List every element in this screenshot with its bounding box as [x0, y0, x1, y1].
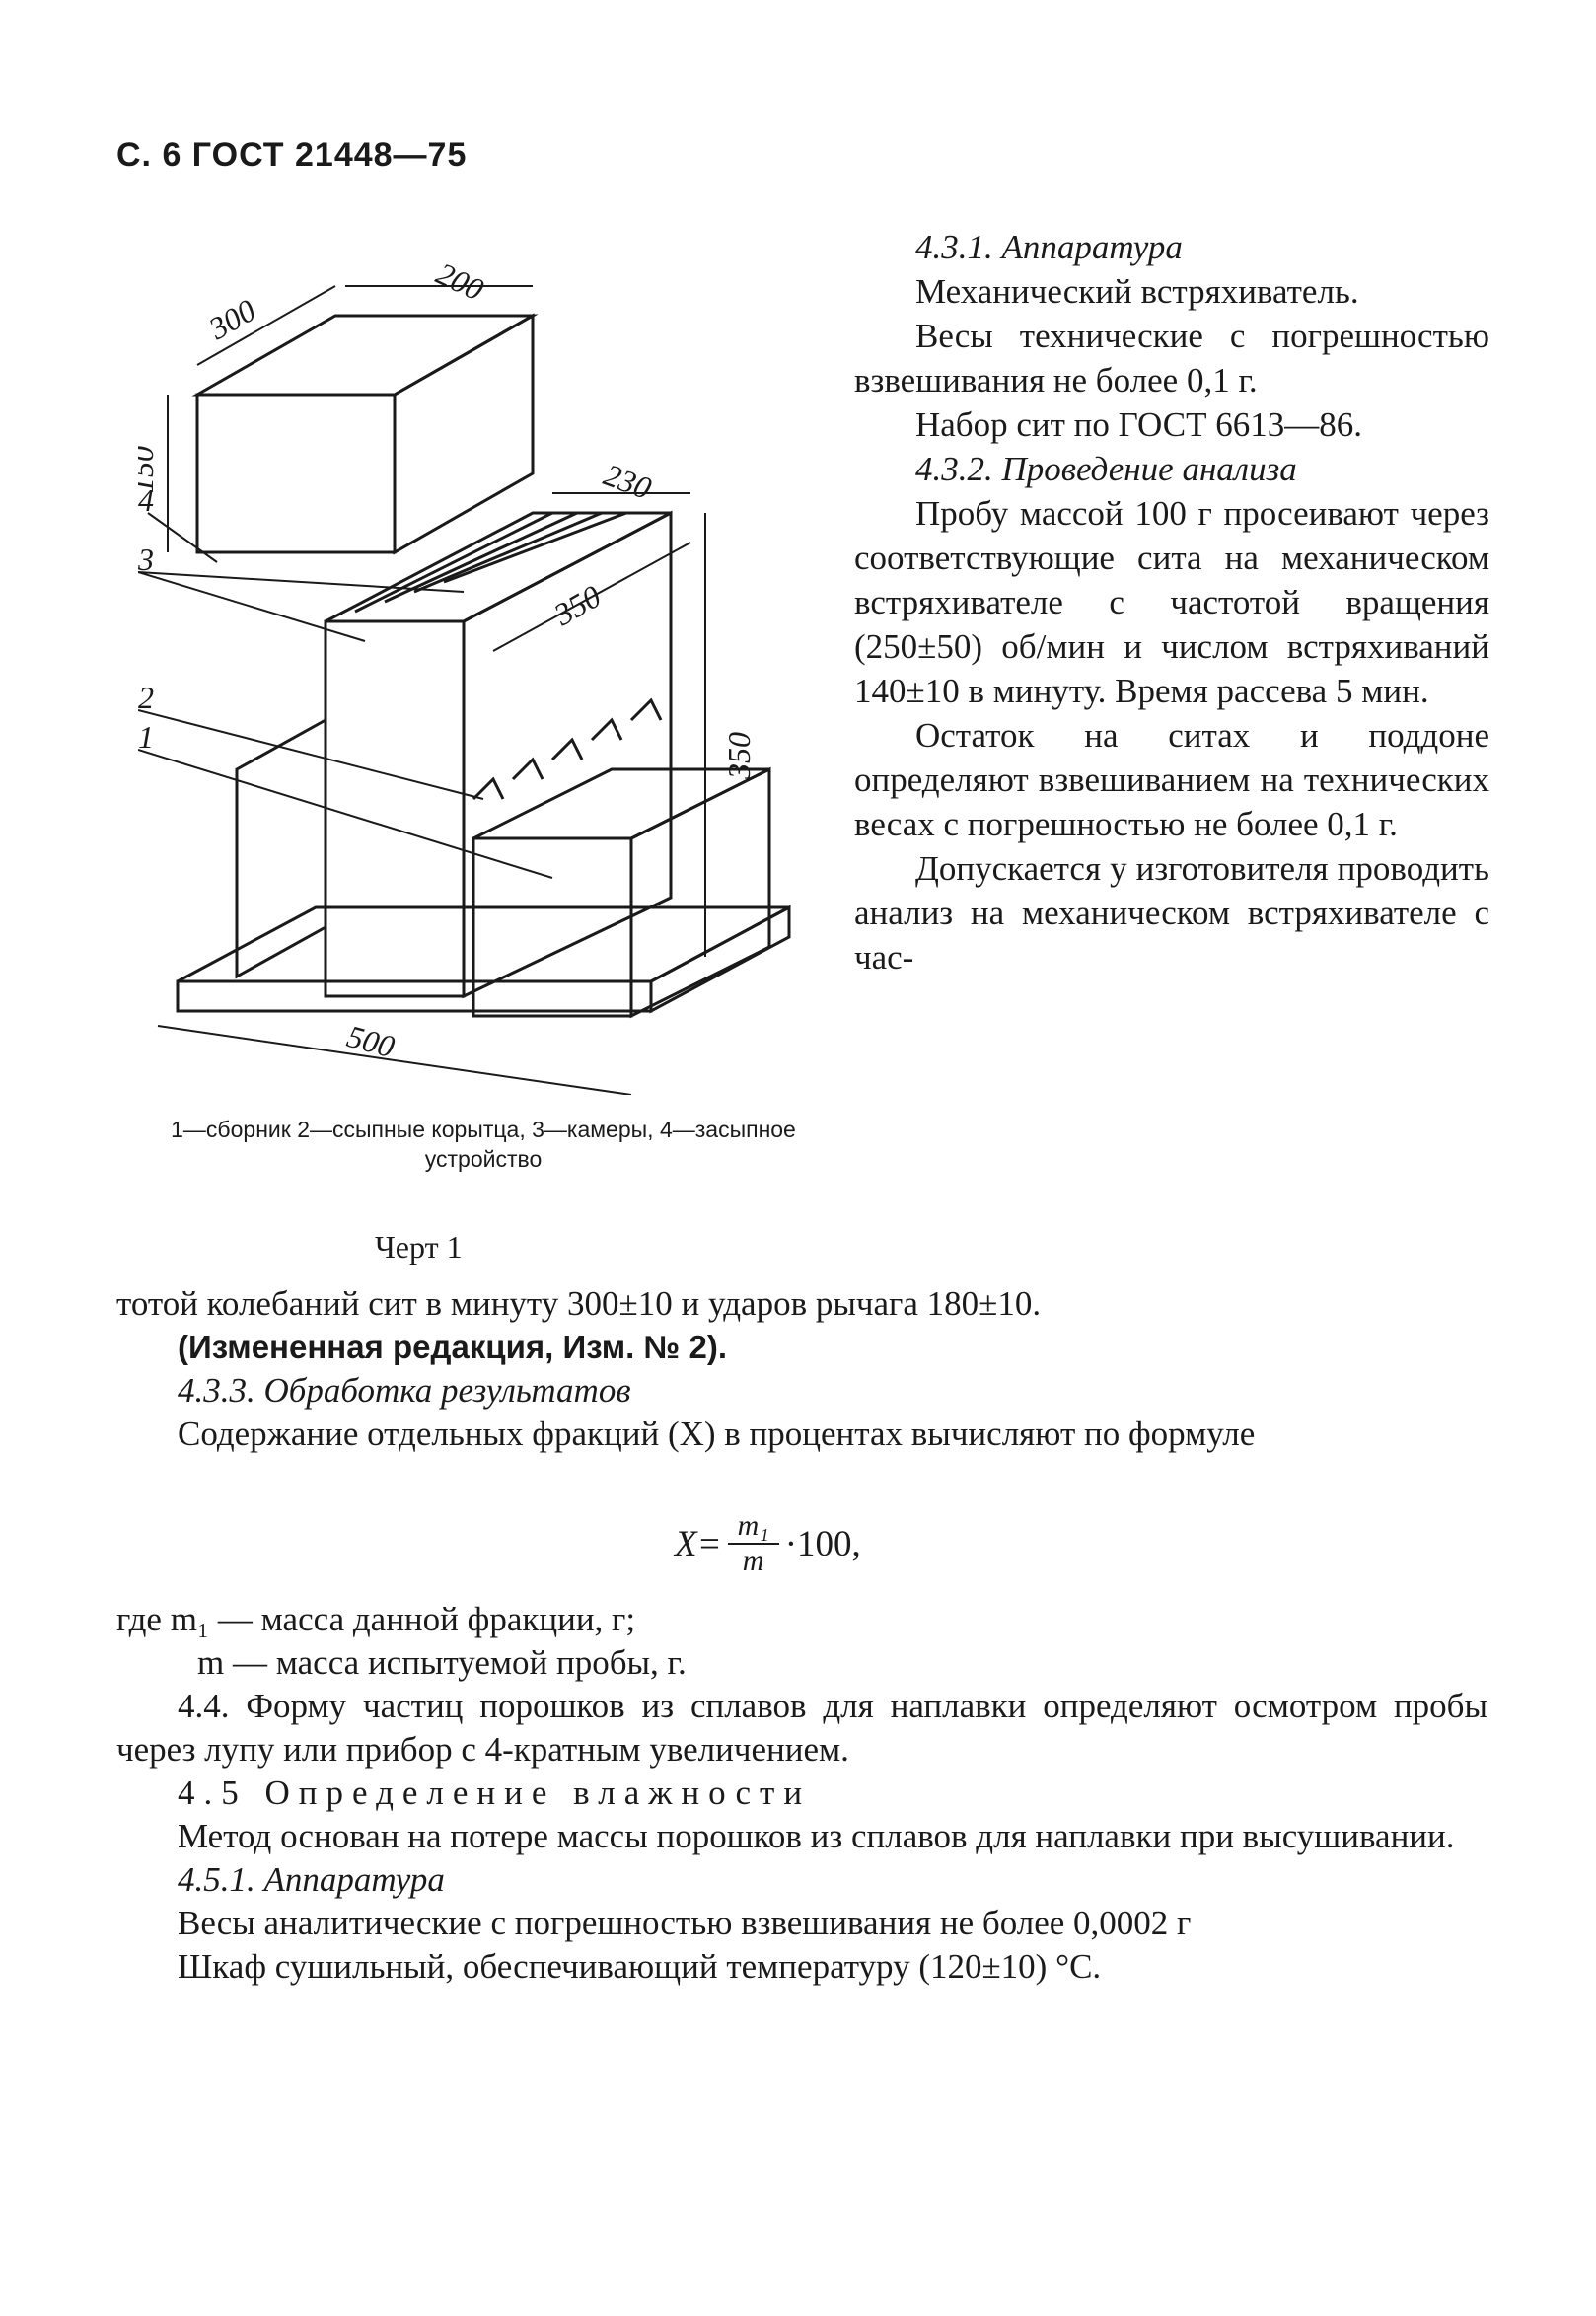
chambers-front: [326, 621, 464, 996]
para-shaker: Механический встряхиватель.: [915, 272, 1359, 311]
collector-side: [631, 769, 769, 1016]
para-residue: Остаток на ситах и поддоне определяют взвешиванием на технических весах с погрешностью не более 0,1 г.: [854, 716, 1489, 843]
right-column: [854, 225, 1489, 979]
heading-4-5: 4.5 Определение влажности: [178, 1773, 812, 1812]
para-allowed: Допускается у изготовителя проводить анализ на механическом встряхивателе с час-: [854, 849, 1489, 977]
dim-350-vert: 350: [721, 732, 757, 779]
label-1: 1: [138, 719, 154, 755]
formula-lhs: X=: [675, 1523, 722, 1564]
leader-1: [138, 750, 552, 878]
edit-note: (Измененная редакция, Изм. № 2).: [178, 1329, 727, 1365]
dim-150: 150: [138, 446, 160, 493]
formula-fraction: [728, 1509, 779, 1578]
where-m: m — масса испытуемой пробы, г.: [197, 1643, 687, 1682]
formula-numerator: m₁: [728, 1509, 779, 1545]
para-drying-cabinet: Шкаф сушильный, обеспечивающий температуру (120±10) °С.: [178, 1947, 1102, 1986]
drawing-sieve-shaker: [138, 247, 829, 1095]
page-header: С. 6 ГОСТ 21448—75: [116, 136, 468, 174]
drawing-svg: [138, 247, 829, 1095]
para-sieves: Набор сит по ГОСТ 6613—86.: [915, 405, 1362, 444]
feeder-side-face: [395, 316, 533, 552]
formula: [675, 1509, 861, 1578]
leader-4: [148, 513, 217, 562]
formula-rhs: ·100,: [784, 1523, 861, 1564]
dim-200: 200: [431, 254, 489, 308]
dim-350-diag: 350: [547, 577, 608, 633]
base-top: [178, 907, 789, 981]
dim-300: 300: [202, 291, 262, 347]
para-continuation: тотой колебаний сит в минуту 300±10 и ударов рычага 180±10.: [116, 1284, 1042, 1323]
where-m1: где m₁ — масса данной фракции, г;: [116, 1600, 636, 1638]
dim-500: 500: [343, 1017, 399, 1065]
leader-2: [138, 710, 483, 799]
chutes: [473, 700, 661, 799]
heading-4-5-1: 4.5.1. Аппаратура: [178, 1860, 445, 1899]
heading-4-3-1: 4.3.1. Аппаратура: [915, 228, 1183, 266]
left-box: [237, 720, 326, 977]
figure-legend: 1—сборник 2—ссыпные корытца, 3—камеры, 4—засыпное устройство: [171, 1117, 796, 1172]
chambers-side: [464, 513, 671, 996]
formula-denominator: m: [742, 1545, 764, 1577]
feeder-front-face: [197, 395, 395, 552]
heading-4-3-3: 4.3.3. Обработка результатов: [178, 1371, 631, 1410]
para-4-4: 4.4. Форму частиц порошков из сплавов для наплавки определяют осмотром пробы через лупу или прибор с 4-кратным увеличением.: [116, 1687, 1487, 1769]
figure-caption: Черт 1: [375, 1229, 463, 1265]
label-2: 2: [138, 680, 154, 715]
body-text-top: [116, 1282, 1487, 1456]
para-analytic-scales: Весы аналитические с погрешностью взвешивания не более 0,0002 г: [178, 1904, 1192, 1942]
para-fractions: Содержание отдельных фракций (X) в процентах вычисляют по формуле: [178, 1414, 1256, 1453]
dim-230: 230: [599, 456, 657, 506]
label-4: 4: [138, 482, 154, 518]
body-text-bottom: [116, 1598, 1487, 1989]
para-sample: Пробу массой 100 г просеивают через соответствующие сита на механическом встряхивателе с частотой вращения (250±50) об/мин и числом встряхиваний 140±10 в минуту. Время рассева 5 мин.: [854, 494, 1489, 710]
para-scales: Весы технические с погрешностью взвешивания не более 0,1 г.: [854, 317, 1489, 399]
para-4-5: Метод основан на потере массы порошков из сплавов для наплавки при высушивании.: [178, 1817, 1455, 1855]
chambers-top: [326, 513, 671, 621]
leader-3b: [138, 572, 365, 641]
heading-4-3-2: 4.3.2. Проведение анализа: [915, 450, 1297, 488]
label-3: 3: [138, 542, 154, 577]
